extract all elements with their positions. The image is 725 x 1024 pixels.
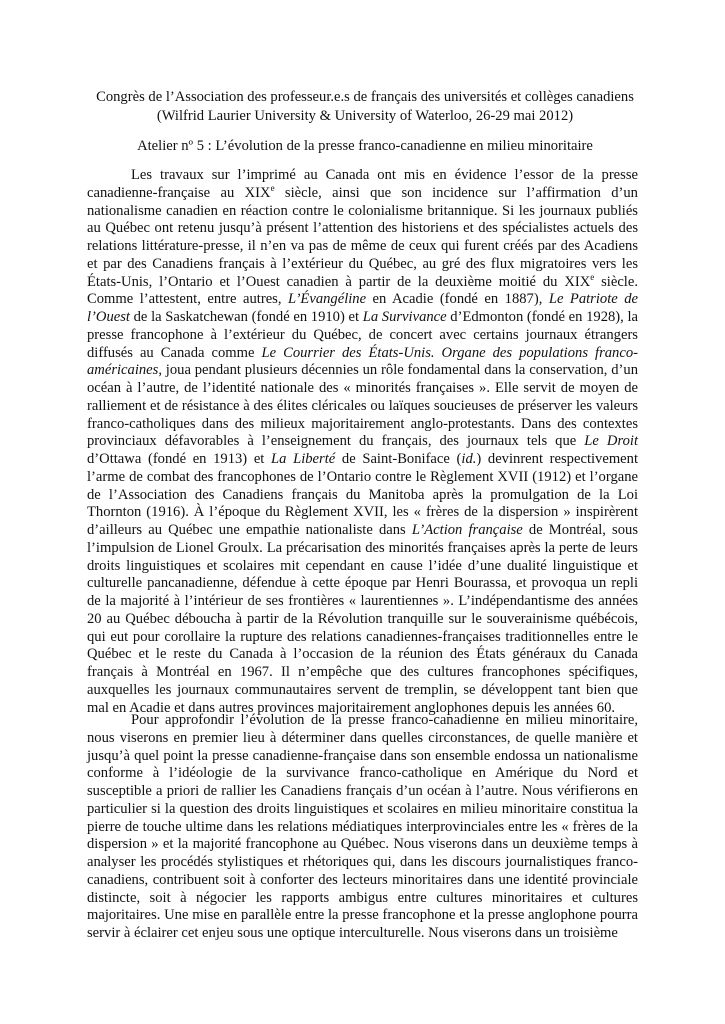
text-run: Les travaux sur l’imprimé au Canada ont mis en évidence l’essor de la presse canadienne-française au XIX bbox=[87, 167, 638, 201]
superscript: e bbox=[590, 271, 595, 282]
newspaper-title: Le Patriote de l’Ouest bbox=[87, 291, 638, 325]
newspaper-title: L’Évangéline bbox=[288, 291, 367, 308]
text-run: de Saint-Boniface ( bbox=[335, 451, 462, 467]
newspaper-title: L’Action française bbox=[411, 522, 523, 538]
newspaper-title: La Liberté bbox=[271, 451, 336, 467]
text-run: , joua pendant plusieurs décennies un rôle fondamental dans la conservation, d’un océan à l’autre, de l’identité nationale des « minorités françaises ». Elle servit de moyen de ralliement et de résistance à des élites cléricales ou laïques soucieuses de préserver les valeurs franco-catholiques dans des milieux majoritairement anglo-protestants. Dans des contextes provinciaux défavorables à l’enseignement du français, des journaux tels que bbox=[87, 362, 638, 450]
text-run: d’Edmonton (fondé en 1928), la presse francophone à l’extérieur du Québec, de concert avec certains journaux étrangers diffusés au Canada comme bbox=[87, 309, 638, 361]
ibid-abbreviation: id. bbox=[461, 451, 477, 467]
superscript: e bbox=[270, 182, 275, 193]
text-run: siècle, ainsi que son incidence sur l’affirmation d’un nationalisme canadien en réaction contre le colonialisme britannique. Si les journaux publiés au Québec ont retenu jusqu’à présent l’attention des historiens et des spécialistes actuels des relations littérature-presse, il n’en va pas de même de ceux qui furent créés par des Acadiens et par des Canadiens français à l’extérieur du Québec, au gré des flux migratoires vers les États-Unis, l’Ontario et l’Ouest canadien à partir de la deuxième moitié du XIX bbox=[87, 184, 638, 290]
paragraph-1 bbox=[87, 167, 638, 717]
paragraph-2 bbox=[87, 712, 638, 943]
text-run: Pour approfondir l’évolution de la presse franco-canadienne en milieu minoritaire, nous viserons en premier lieu à déterminer dans quelles circonstances, de quelle manière et jusqu’à quel point la presse canadienne-française dans son ensemble endossa un nationalisme conforme à l’idéologie de la survivance franco-catholique en Amérique du Nord et susceptible a priori de rallier les Canadiens français d’un océan à l’autre. Nous vérifierons en particulier si la question des droits linguistiques et scolaires en milieu minoritaire constitua la pierre de touche ultime dans les relations médiatiques interprovinciales entre les « frères de la dispersion » et la majorité francophone au Québec. Nous viserons dans un deuxième temps à analyser les procédés stylistiques et rhétoriques qui, dans les discours journalistiques franco-canadiens, contribuent soit à conforter des lecteurs minoritaires dans une identité provinciale distincte, soit à négocier les rapports ambigus entre cultures minoritaires et cultures majoritaires. Une mise en parallèle entre la presse francophone et la presse anglophone pourra servir à éclairer cet enjeu sous une optique interculturelle. Nous viserons dans un troisième bbox=[87, 712, 638, 941]
conference-title: Congrès de l’Association des professeur.e.s de français des universités et collèges canadiens bbox=[96, 89, 634, 105]
text-run: de Montréal, sous l’impulsion de Lionel Groulx. La précarisation des minorités françaises après la perte de leurs droits linguistiques et scolaires mit cependant en cause l’idée d’une dualité linguistique et culturelle pancanadienne, défendue à cette époque par Henri Bourassa, et provoqua un repli de la majorité à l’intérieur de ses frontières « laurentiennes ». L’indépendantisme des années 20 au Québec déboucha à partir de la Révolution tranquille sur le souverainisme québécois, qui eut pour corollaire la rupture des relations canadiennes-françaises traditionnelles entre le Québec et le reste du Canada à l’occasion de la réunion des États généraux du Canada français à Montréal en 1967. Il n’empêche que des cultures francophones spécifiques, auxquelles les journaux communautaires servent de tremplin, se développent tant bien que mal en Acadie et dans autres provinces majoritairement anglophones depuis les années 60. bbox=[87, 522, 639, 716]
newspaper-title: La Survivance bbox=[362, 309, 447, 325]
conference-header bbox=[60, 88, 670, 126]
conference-venue-dates: (Wilfrid Laurier University & University of Waterloo, 26-29 mai 2012) bbox=[156, 108, 574, 124]
text-run: en Acadie (fondé en 1887), bbox=[366, 291, 549, 308]
text-run: d’Ottawa (fondé en 1913) et bbox=[87, 451, 272, 467]
text-run: ) devinrent respectivement l’arme de combat des francophones de l’Ontario contre le Règlement XVII (1912) et l’organe de l’Association des Canadiens français du Manitoba après la promulgation de la Loi Thornton (1916). À l’époque du Règlement XVII, les « frères de la dispersion » inspirèrent d’ailleurs au Québec une empathie nationaliste dans bbox=[87, 451, 639, 538]
newspaper-title: Le Courrier des États-Unis. Organe des populations franco-américaines bbox=[87, 344, 638, 379]
workshop-title: Atelier nº 5 : L’évolution de la presse franco-canadienne en milieu minoritaire bbox=[137, 138, 593, 154]
text-run: siècle. Comme l’attestent, entre autres, bbox=[87, 273, 638, 308]
text-run: de la Saskatchewan (fondé en 1910) et bbox=[129, 309, 363, 325]
newspaper-title: Le Droit bbox=[584, 433, 639, 450]
